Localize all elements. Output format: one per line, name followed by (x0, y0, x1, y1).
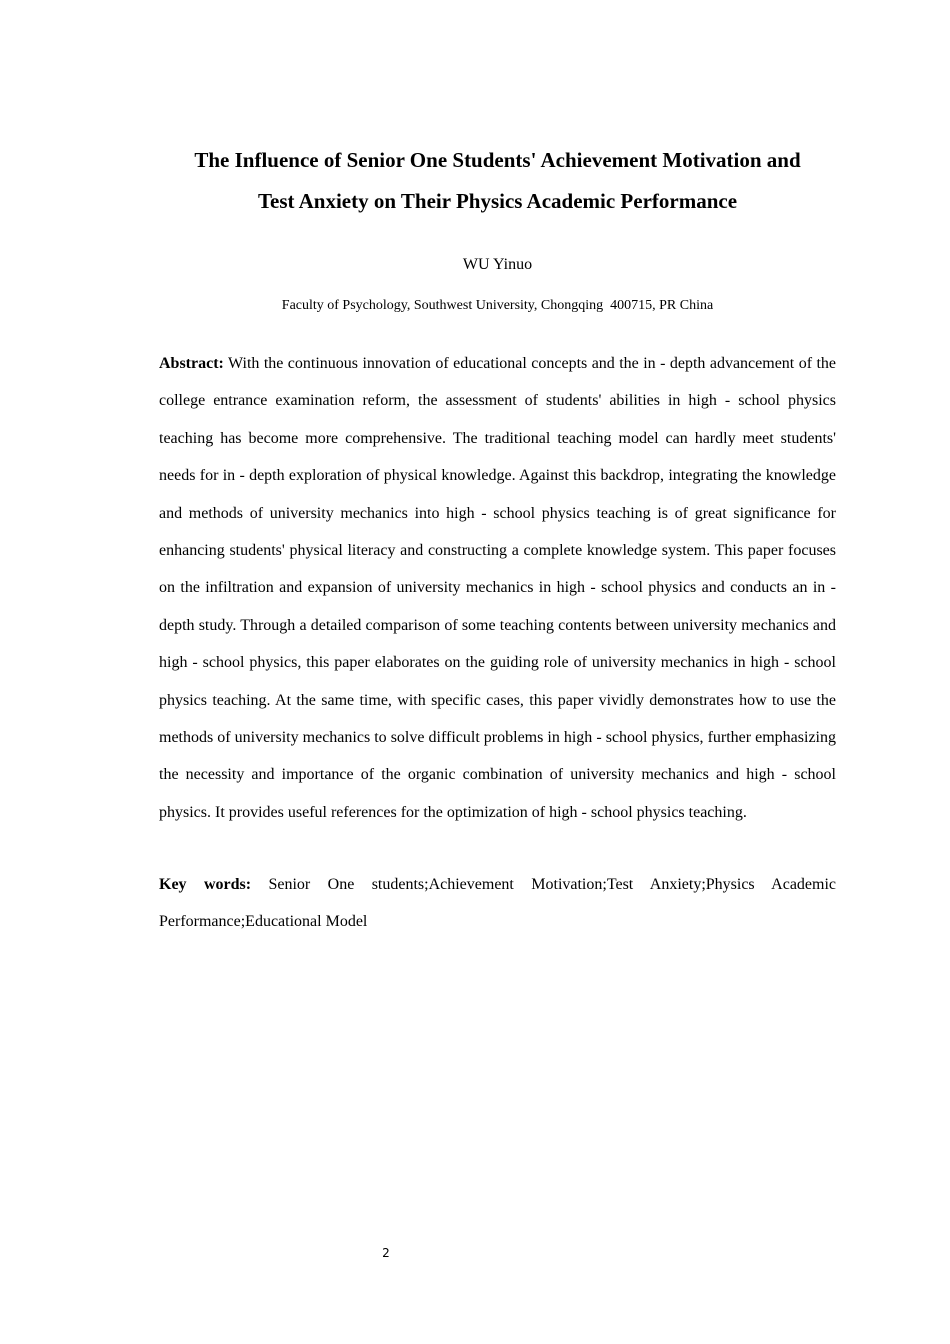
author-affiliation: Faculty of Psychology, Southwest University, Chongqing 400715, PR China (281, 298, 714, 313)
keywords-paragraph (159, 866, 836, 940)
paper-title (150, 140, 845, 222)
title-line-2: Test Anxiety on Their Physics Academic Performance (257, 189, 738, 213)
abstract-text: With the continuous innovation of educational concepts and the in - depth advancement of the college entrance examination reform, the assessment of students' abilities in high - school physics teaching has become more comprehensive. The traditional teaching model can hardly meet students' needs for in - depth exploration of physical knowledge. Against this backdrop, integrating the knowledge and methods of university mechanics into high - school physics teaching is of great significance for enhancing students' physical literacy and constructing a complete knowledge system. This paper focuses on the infiltration and expansion of university mechanics in high - school physics and conducts an in - depth study. Through a detailed comparison of some teaching contents between university mechanics and high - school physics, this paper elaborates on the guiding role of university mechanics in high - school physics teaching. At the same time, with specific cases, this paper vividly demonstrates how to use the methods of university mechanics to solve difficult problems in high - school physics, further emphasizing the necessity and importance of the organic combination of university mechanics and high - school physics. It provides useful references for the optimization of high - school physics teaching. (159, 355, 836, 821)
keywords-text: Senior One students;Achievement Motivation;Test Anxiety;Physics Academic Performance;Educational Model (159, 876, 837, 930)
keywords-label: Key words: (159, 876, 252, 893)
abstract-label: Abstract: (159, 355, 224, 372)
abstract-paragraph (159, 345, 836, 831)
page-number: 2 (382, 1246, 390, 1260)
title-line-1: The Influence of Senior One Students' Achievement Motivation and (194, 148, 801, 172)
author-name: WU Yinuo (462, 256, 533, 273)
